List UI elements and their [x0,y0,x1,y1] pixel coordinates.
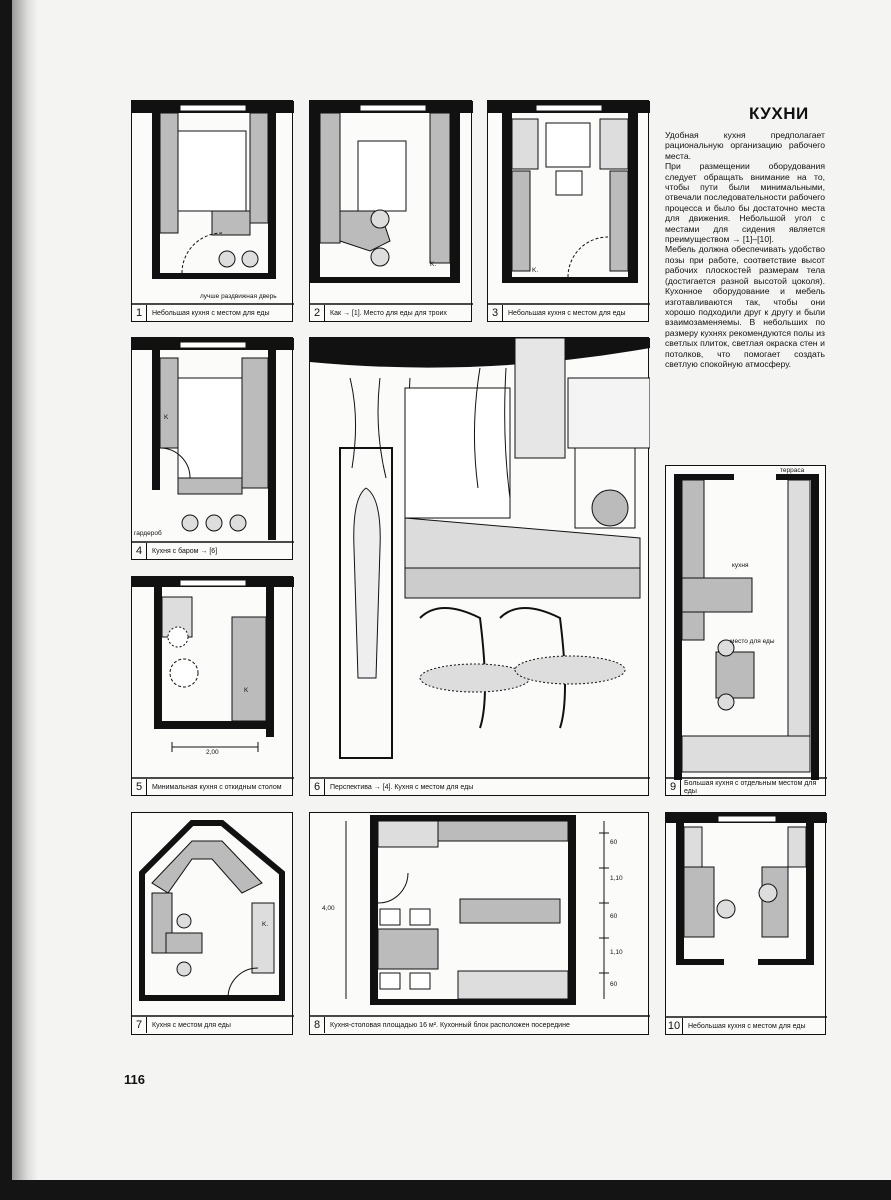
figure-6-caption: Перспектива → [4]. Кухня с местом для еды [330,784,474,791]
figure-1-number: 1 [132,305,147,321]
figure-4-mark: K [164,414,169,421]
figure-10-caption: Небольшая кухня с местом для еды [688,1023,806,1030]
figure-8-dim-1: 60 [610,839,618,846]
figure-8-dim-3: 60 [610,913,618,920]
body-paragraph-2: При размещении оборудования следует обращать внимание на то, чтобы пути были минимальными, отвечали последовательности рабочего процесса и было бы достаточно места для движения. Небольшой угол с местами для сидения является преимуществом → [1]–[10]. [665,161,825,245]
figure-5 [131,576,293,796]
page-heading: КУХНИ [749,104,809,123]
body-paragraph-1: Удобная кухня предполагает рациональную организацию рабочего места. [665,130,825,161]
figure-7-mark: K. [262,921,269,928]
figure-1-caption: Небольшая кухня с местом для еды [152,310,270,317]
body-paragraph-3: Мебель должна обеспечивать удобство позы при работе, соответствие высот рабочих плоскостей размерам тела (достигается разной высотой цоколя). Кухонное оборудование и мебель изготавливаются так, чтобы они хорошо подходили друг к другу и были взаимозаменяемы. В небольших по размеру кухнях рекомендуются полы из светлых плиток, светлая окраска стен и потолков, что помогает создать светлую спокойную атмосферу. [665,244,825,369]
figure-3-plan [488,101,650,323]
figure-2-number: 2 [310,305,325,321]
figure-2-caption: Как → [1]. Место для еды для троих [330,310,447,317]
figure-7-number: 7 [132,1017,147,1033]
figure-7-caption: Кухня с местом для еды [152,1022,231,1029]
figure-8-dimension: 4,00 [322,905,335,912]
figure-2-plan [310,101,473,323]
page-number: 116 [124,1072,145,1087]
figure-5-caption: Минимальная кухня с откидным столом [152,784,282,791]
figure-9-label-terrace: терраса [780,467,805,474]
figure-1-note: лучше раздвижная дверь [200,293,277,300]
figure-3 [487,100,649,322]
figure-4-number: 4 [132,543,147,559]
figure-9 [665,465,826,796]
figure-8 [309,812,649,1035]
figure-8-plan [310,813,650,1036]
figure-3-caption: Небольшая кухня с местом для еды [508,310,626,317]
figure-5-dimension: 2,00 [206,749,219,756]
figure-2-mark: K. [430,261,437,268]
figure-7 [131,812,293,1035]
figure-8-dim-5: 60 [610,981,618,988]
figure-5-plan [132,577,294,797]
page-binding-shadow [12,0,38,1180]
figure-9-caption: Большая кухня с отдельным местом для еды [684,780,817,795]
figure-8-dim-4: 1,10 [610,949,623,956]
figure-10 [665,812,826,1035]
figure-1 [131,100,293,322]
figure-2 [309,100,472,322]
figure-10-number: 10 [666,1018,683,1034]
figure-4 [131,337,293,560]
figure-9-label-dining: место для еды [730,638,775,645]
figure-5-mark: K [244,687,249,694]
figure-6-perspective [310,338,650,797]
figure-6 [309,337,649,796]
figure-5-number: 5 [132,779,147,795]
figure-7-plan [132,813,294,1036]
figure-8-dim-2: 1,10 [610,875,623,882]
figure-9-label-kitchen: кухня [732,562,749,569]
figure-8-number: 8 [310,1017,325,1033]
figure-8-caption: Кухня-столовая площадью 16 м². Кухонный блок расположен посередине [330,1022,570,1029]
figure-1-plan [132,101,294,323]
figure-4-plan [132,338,294,561]
figure-9-plan [666,466,827,797]
figure-4-note: гардероб [134,530,162,537]
figure-9-number: 9 [666,779,681,795]
body-text [665,130,825,369]
figure-4-caption: Кухня с баром → [6] [152,548,218,555]
figure-6-number: 6 [310,779,325,795]
figure-10-plan [666,813,827,1036]
figure-3-mark: K. [532,267,539,274]
figure-3-number: 3 [488,305,503,321]
